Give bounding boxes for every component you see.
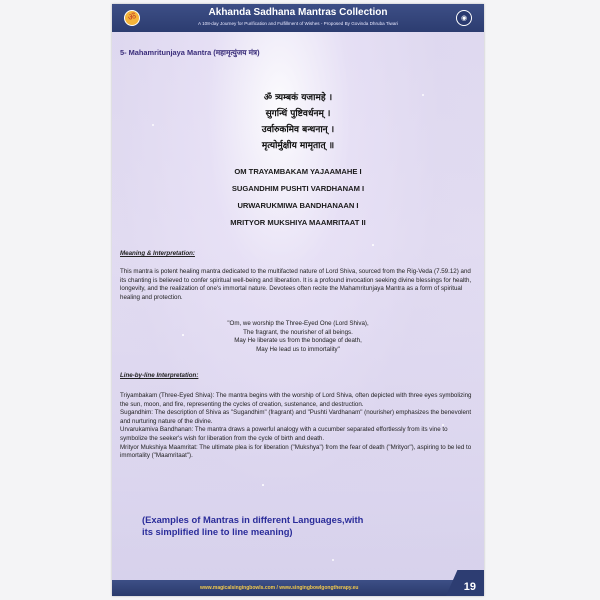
examples-note-line-2: its simplified line to line meaning) bbox=[142, 526, 293, 537]
singing-bowl-emblem-icon: ◉ bbox=[456, 10, 472, 26]
quote-line: May He lead us to immortality" bbox=[256, 345, 340, 353]
meaning-heading: Meaning & Interpretation: bbox=[120, 250, 195, 257]
quote-line: May He liberate us from the bondage of death, bbox=[234, 337, 362, 345]
footer-urls: www.magicalsingingbowls.com / www.singingbowlgongtherapy.eu bbox=[200, 585, 359, 591]
background-star bbox=[262, 484, 264, 486]
mantra-transliteration-line-4: MRITYOR MUKSHIYA MAAMRITAAT II bbox=[230, 218, 366, 227]
mantra-transliteration-line-3: URWARUKMIWA BANDHANAAN I bbox=[237, 201, 359, 210]
interpretation-triyambakam: Triyambakam (Three-Eyed Shiva): The mantra begins with the worship of Lord Shiva, often depicted with three eyes symbolizing the sun, moon, and fire, representing the cycles of creation, sustenance, and destruction. bbox=[120, 392, 472, 408]
interpretation-mrityor: Mrityor Mukshiya Maamritat: The ultimate plea is for liberation ("Mukshya") from the fear of death ("Mrityor"), aspiring to be led to immortality ("Maamritaat"). bbox=[120, 443, 472, 460]
examples-note bbox=[142, 514, 363, 538]
header-subtitle: A 108-day Journey for Purification and Fulfillment of Wishes - Proposed By Govinda Dhruba Tiwari bbox=[198, 21, 398, 26]
quote-line: "Om, we worship the Three-Eyed One (Lord Shiva), bbox=[227, 320, 369, 327]
mantra-devanagari-line-1: ॐ त्र्यम्बकं यजामहे । bbox=[263, 93, 333, 103]
mantra-devanagari-line-4: मृत्योर्मुक्षीय मामृतात् ॥ bbox=[261, 141, 335, 151]
mantra-translation-quote bbox=[112, 320, 484, 354]
document-page bbox=[112, 4, 484, 596]
mantra-devanagari-line-2: सुगन्धिं पुष्टिवर्धनम् । bbox=[265, 109, 331, 119]
header-title: Akhanda Sadhana Mantras Collection bbox=[208, 7, 388, 18]
mantra-devanagari-line-3: उर्वारुकमिव बन्धनान् । bbox=[261, 125, 335, 135]
section-title: 5- Mahamritunjaya Mantra (महामृत्युंजय मंत्र) bbox=[120, 48, 260, 57]
interpretation-urvarukamiva: Urvarukamiva Bandhanan: The mantra draws a powerful analogy with a cucumber separated effortlessly from its vine to symbolize the seeker's wish for liberation from the cycle of birth and death. bbox=[120, 426, 448, 442]
line-by-line-paragraphs bbox=[120, 392, 476, 461]
mantra-transliteration-line-2: SUGANDHIM PUSHTI VARDHANAM I bbox=[231, 184, 365, 193]
page-footer bbox=[112, 580, 484, 596]
examples-note-line-1: (Examples of Mantras in different Languages,with bbox=[142, 514, 364, 525]
line-by-line-heading: Line-by-line Interpretation: bbox=[120, 372, 199, 379]
meaning-paragraph: This mantra is potent healing mantra dedicated to the multifacted nature of Lord Shiva, sourced from the Rig-Veda (7.59.12) and its chanting is believed to confer spiritual well-being and liberation. It is a profound invocation seeking divine blessings for health, longevity, and the realization of one's immortal nature. Devotees often recite the Mahamritunjaya Mantra as a form of spiritual healing and protection. bbox=[120, 268, 472, 301]
page-number: 19 bbox=[463, 581, 476, 593]
mantra-transliteration-line-1: OM TRAYAMBAKAM YAJAAMAHE I bbox=[234, 167, 362, 176]
om-emblem-icon: ॐ bbox=[124, 10, 140, 26]
background-star bbox=[332, 559, 334, 561]
quote-line: The fragrant, the nourisher of all beings. bbox=[243, 328, 353, 336]
background-star bbox=[372, 244, 374, 246]
interpretation-sugandhim: Sugandhim: The description of Shiva as "Sugandhim" (fragrant) and "Pushti Vardhanam" (nourisher) emphasizes the benevolent and nurturing nature of the divine. bbox=[120, 409, 472, 425]
page-header bbox=[112, 4, 484, 32]
